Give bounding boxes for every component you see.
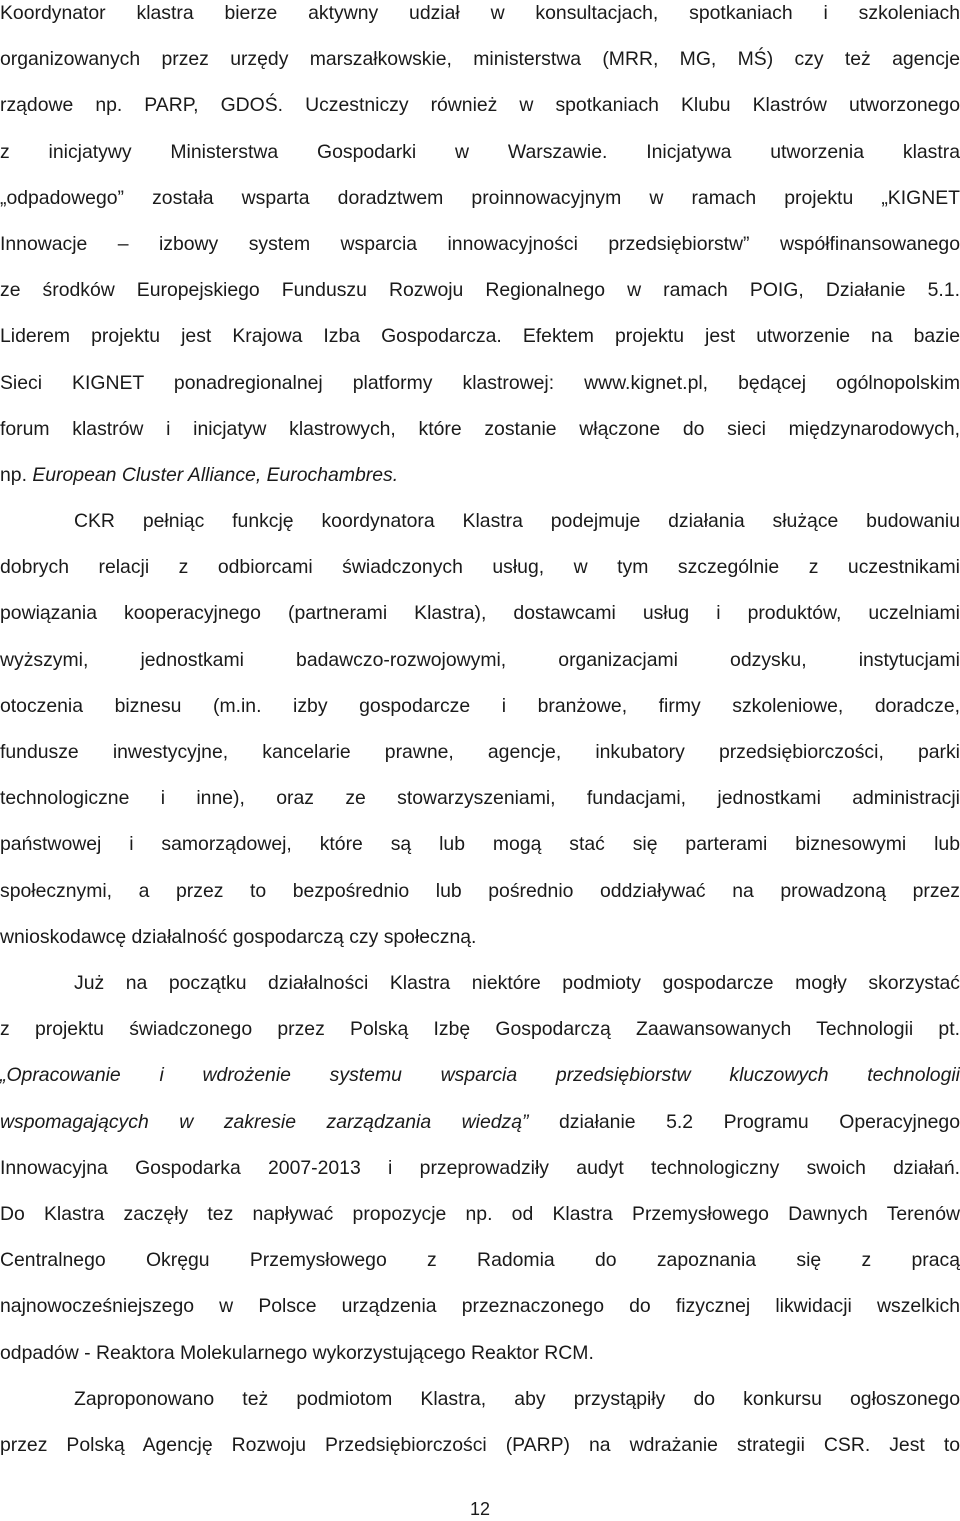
text-line [0,452,960,498]
text-line: Liderem projektu jest Krajowa Izba Gospodarcza. Efektem projektu jest utworzenie na bazie [0,325,960,348]
text-line: z inicjatywy Ministerstwa Gospodarki w Warszawie. Inicjatywa utworzenia klastra [0,140,960,163]
text-line [0,1376,960,1422]
text-line [0,498,960,544]
text-line: otoczenia biznesu (m.in. izby gospodarcze i branżowe, firmy szkoleniowe, doradcze, [0,694,960,717]
text-line: państwowej i samorządowej, które są lub mogą stać się parterami biznesowymi lub [0,833,960,856]
page-number: 12 [469,1499,491,1519]
text-run: działanie 5.2 Programu Operacyjnego [528,1110,960,1133]
italic-text-run: European Cluster Alliance, Eurochambres. [32,463,399,486]
text-line: społecznymi, a przez to bezpośrednio lub pośrednio oddziaływać na prowadzoną przez [0,879,960,902]
text-line: powiązania kooperacyjnego (partnerami Klastra), dostawcami usług i produktów, uczelniami [0,602,960,625]
text-line: ze środków Europejskiego Funduszu Rozwoju Regionalnego w ramach POIG, Działanie 5.1. [0,279,960,302]
italic-text-run: „Opracowanie i wdrożenie systemu wsparcia przedsiębiorstw kluczowych technologii [0,1064,960,1087]
text-line: Innowacyjna Gospodarka 2007-2013 i przeprowadziły audyt technologiczny swoich działań. [0,1156,960,1179]
text-line: „odpadowego” została wsparta doradztwem proinnowacyjnym w ramach projektu „KIGNET [0,186,960,209]
paragraph-zaproponowano [0,1376,960,1468]
text-line: fundusze inwestycyjne, kancelarie prawne, agencje, inkubatory przedsiębiorczości, parki [0,740,960,763]
text-line: odpadów - Reaktora Molekularnego wykorzystującego Reaktor RCM. [0,1341,594,1364]
text-run: Już na początku działalności Klastra niektóre podmioty gospodarcze mogły skorzystać [74,972,960,994]
text-line: Innowacje – izbowy system wsparcia innowacyjności przedsiębiorstw” współfinansowanego [0,232,960,255]
text-line: Do Klastra zaczęły tez napływać propozycje np. od Klastra Przemysłowego Dawnych Terenów [0,1202,960,1225]
text-line: przez Polską Agencję Rozwoju Przedsiębiorczości (PARP) na wdrażanie strategii CSR. Jest to [0,1434,960,1457]
text-line: wyższymi, jednostkami badawczo-rozwojowymi, organizacjami odzysku, instytucjami [0,648,960,671]
text-line: Koordynator klastra bierze aktywny udział w konsultacjach, spotkaniach i szkoleniach [0,2,960,24]
paragraph-ckr [0,498,960,960]
paragraph-poczatek [0,960,960,1376]
text-run: CKR pełniąc funkcję koordynatora Klastra podejmuje działania służące budowaniu [74,510,960,532]
text-run: Zaproponowano też podmiotom Klastra, aby przystąpiły do konkursu ogłoszonego [74,1388,960,1410]
text-line: organizowanych przez urzędy marszałkowskie, ministerstwa (MRR, MG, MŚ) czy też agencje [0,48,960,71]
text-line: rządowe np. PARP, GDOŚ. Uczestniczy również w spotkaniach Klubu Klastrów utworzonego [0,94,960,117]
text-line [0,1099,960,1145]
text-line: Sieci KIGNET ponadregionalnej platformy klastrowej: www.kignet.pl, będącej ogólnopolskim [0,371,960,394]
text-line [0,1052,960,1098]
text-line: dobrych relacji z odbiorcami świadczonych usług, w tym szczególnie z uczestnikami [0,556,960,579]
text-line: najnowocześniejszego w Polsce urządzenia przeznaczonego do fizycznej likwidacji wszelkich [0,1295,960,1318]
text-line: technologiczne i inne), oraz ze stowarzyszeniami, fundacjami, jednostkami administracji [0,787,960,810]
paragraph-koordynator [0,0,960,498]
text-run: np. [0,463,33,486]
text-line: forum klastrów i inicjatyw klastrowych, które zostanie włączone do sieci międzynarodowych, [0,417,960,440]
text-line [0,960,960,1006]
italic-text-run: wspomagających w zakresie zarządzania wiedzą” [0,1110,529,1133]
text-line: z projektu świadczonego przez Polską Izbę Gospodarczą Zaawansowanych Technologii pt. [0,1018,960,1041]
text-line: wnioskodawcę działalność gospodarczą czy społeczną. [0,925,477,948]
text-line: Centralnego Okręgu Przemysłowego z Radomia do zapoznania się z pracą [0,1249,960,1272]
